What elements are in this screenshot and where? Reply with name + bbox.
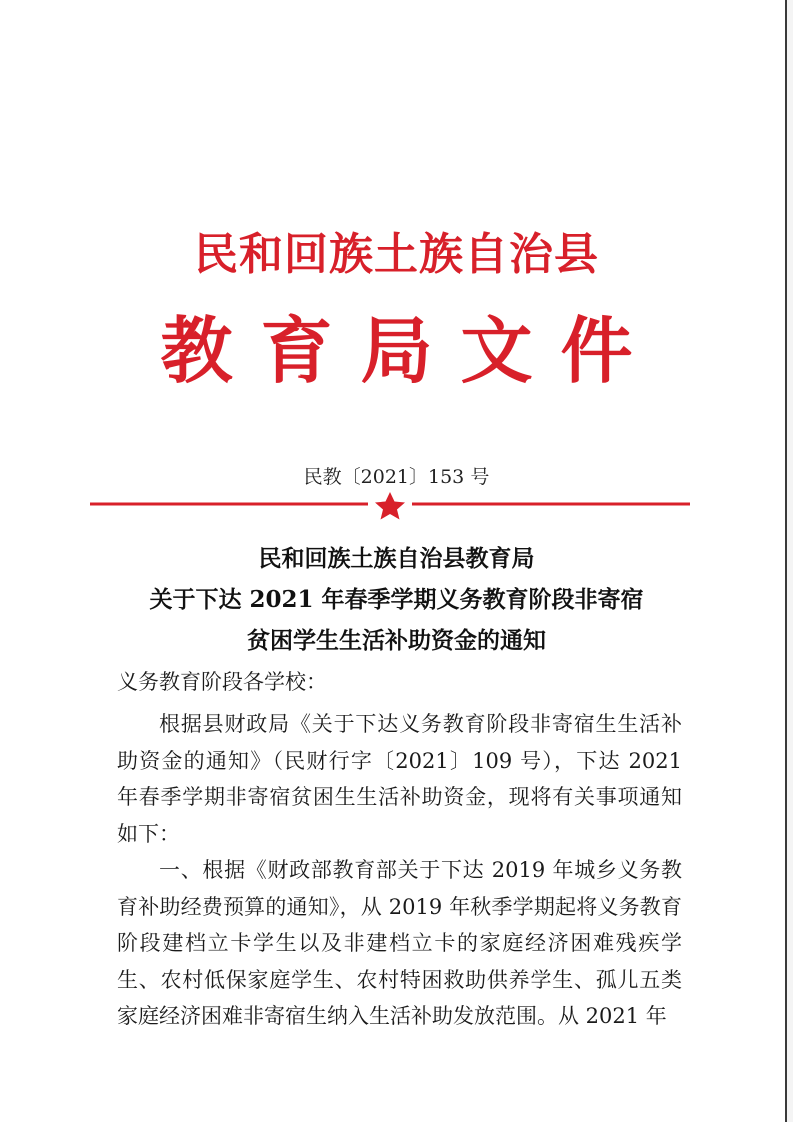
salutation: 义务教育阶段各学校： [117, 670, 327, 694]
title-line: 关于下达 2021 年春季学期义务教育阶段非寄宿 [149, 586, 644, 613]
document-number: 民教〔2021〕153 号 [303, 466, 490, 488]
star-icon [375, 492, 405, 520]
body-paragraph: 根据县财政局《关于下达义务教育阶段非寄宿生生活补助资金的通知》（民财行字〔2021〕109 号），下达 2021 年春季学期非寄宿贫困生生活补助资金，现将有关事项通知如下： [117, 712, 682, 846]
red-divider [90, 492, 690, 520]
notice-title [0, 538, 793, 661]
document-type-heading: 教育局文件 [160, 308, 661, 393]
body-paragraph: 一、根据《财政部教育部关于下达 2019 年城乡义务教育补助经费预算的通知》，从 2019 年秋季学期起将义务教育阶段建档立卡学生以及非建档立卡的家庭经济困难残疾学生、农村低保家庭学生、农村特困救助供养学生、孤儿五类家庭经济困难非寄宿生纳入生活补助发放范围。从 2021 年 [117, 858, 682, 1028]
scan-border [787, 0, 793, 1122]
notice-body [117, 706, 682, 1035]
issuing-organization: 民和回族土族自治县 [194, 229, 599, 280]
title-line: 贫困学生生活补助资金的通知 [247, 627, 546, 654]
scan-border-line [785, 0, 787, 1122]
title-line: 民和回族土族自治县教育局 [258, 545, 535, 572]
